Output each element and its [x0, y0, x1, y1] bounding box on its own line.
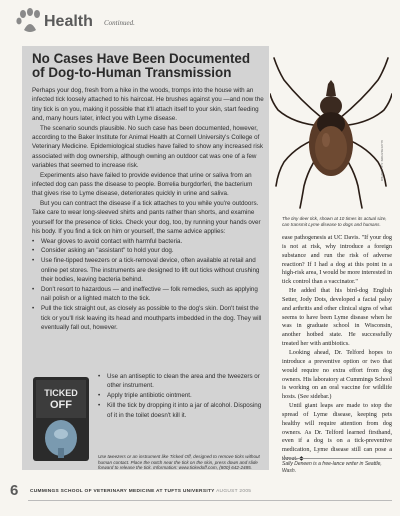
continued-label: Continued. [104, 19, 135, 27]
article-paragraph: Until giant leaps are made to stop the spread of Lyme disease, keeping pets healthy will require attention from dog owners. As Dr. Telford learned firsthand, even if a dog is on a tick-preventive medication, Lyme disease still can pose a threat. ◆ [282, 402, 392, 463]
section-header [14, 8, 234, 34]
footer-divider [28, 500, 392, 501]
footer-line [30, 489, 330, 494]
article-paragraph: He added that his bird-dog English Setter, Jody Dots, developed a facial palsy and arthritis and other clinical signs of what seems to have been Lyme disease when he was in graduate school in Wisconsin, another hotbed state. He successfully treated her with antibiotics. [282, 287, 392, 348]
divider [282, 458, 392, 459]
advice-item: • Kill the tick by dropping it into a jar of alcohol. Disposing of it in the toilet doesn't kill it. [98, 401, 262, 420]
svg-text:TICKED: TICKED [44, 388, 78, 398]
advice-item: • Don't resort to hazardous — and ineffective — folk remedies, such as applying nail polish or a lighted match to the tick. [32, 285, 264, 304]
paw-print-icon [14, 8, 46, 34]
sidebar-box [22, 46, 269, 470]
advice-item: • Use an antiseptic to clean the area and the tweezers or other instrument. [98, 372, 262, 391]
article-paragraph: ease pathogenesis at UC Davis. "If your dog is not at risk, why introduce a foreign substance and run the risk of adverse reaction? If I had a dog at this point in a high-risk area, I would be more interested in tick control than a vaccinator." [282, 234, 392, 286]
svg-text:OFF: OFF [50, 399, 72, 411]
advice-item: • Consider asking an "assistant" to hold your dog. [32, 246, 264, 255]
sidebar-body [32, 86, 264, 333]
footer-issue: AUGUST 2005 [216, 489, 252, 494]
sidebar-title [32, 52, 262, 80]
article-paragraph: Looking ahead, Dr. Telford hopes to introduce a preventive option or two that would require no extra effort from dog owners. His laboratory at Cummings School is working on an oral vaccine for wildlife hosts. (See sidebar.) [282, 348, 392, 401]
author-bio: Sally Deneen is a free-lance writer in Seattle, Wash. [282, 461, 382, 474]
product-caption: Use tweezers or an instrument like Ticked Off, designed to remove ticks without human contact. Place the notch near the tick on the skin, press down and slide forward to release the tick. Information: www.tickedoff.com, (800) 642-2485. [98, 454, 260, 471]
page-number: 6 [10, 482, 19, 499]
illustration-caption: The tiny deer tick, shown at 10 times its actual size, can transmit Lyme disease to dogs and humans. [282, 216, 387, 227]
advice-item: • Use fine-tipped tweezers or a tick-removal device, often available at retail and online pet stores. The instruments are designed to lift out ticks without crushing their bodies, leaving bacteria behind. [32, 256, 264, 284]
footer-institution: CUMMINGS SCHOOL OF VETERINARY MEDICINE AT TUFTS UNIVERSITY [30, 489, 215, 494]
sidebar-paragraph: But you can contract the disease if a tick attaches to you while you're outdoors. Take care to wear long-sleeved shirts and pants rather than shorts, and examine yourself for the presence of ticks. Check your dog, too, by running your hands over his body. If you find a tick on him or yourself, the same advice applies: [32, 199, 261, 236]
article-column [282, 234, 392, 464]
sidebar-title-line1: No Cases Have Been Documented [32, 51, 251, 66]
sidebar-paragraph: Perhaps your dog, fresh from a hike in the woods, tromps into the house with an infected tick loosely attached to his haircoat. He brushes against you —and now the tiny tick is on you, making it possible that it'll attach itself to your skin, start feeding and, many hours later, infect you with Lyme disease. [32, 87, 264, 123]
advice-item: • Pull the tick straight out, as closely as possible to the dog's skin. Don't twist the tick or you'll risk leaving its head and mouthparts imbedded in the dog. They will eventually fall out, however. [32, 304, 264, 332]
section-title: Health [44, 13, 93, 30]
advice-item: • Wear gloves to avoid contact with harmful bacteria. [32, 237, 264, 246]
advice-list-continued [98, 372, 262, 421]
ticked-off-product-image [32, 376, 90, 462]
advice-list [32, 237, 264, 333]
sidebar-title-line2: of Dog-to-Human Transmission [32, 65, 232, 80]
illustration-credit: ILLUSTRATION: A.P. CARTER [380, 140, 384, 182]
sidebar-paragraph: Experiments also have failed to provide evidence that urine or saliva from an infected dog can pass the disease to people. Borrelia burgdorferi, the bacterium that gives rise to Lyme disease, deteriorates quickly in urine and saliva. [32, 171, 253, 198]
advice-item: • Apply triple antibiotic ointment. [98, 391, 262, 400]
sidebar-paragraph: The scenario sounds plausible. No such case has been documented, however, according to the Baker Institute for Animal Health at Cornell University's College of Veterinary Medicine. Epidemiological studies have failed to show any increased risk associated with dog ownership, although owning an outdoor cat was one of a few variables that seemed to increase risk. [32, 124, 264, 170]
deer-tick-illustration [270, 40, 392, 210]
